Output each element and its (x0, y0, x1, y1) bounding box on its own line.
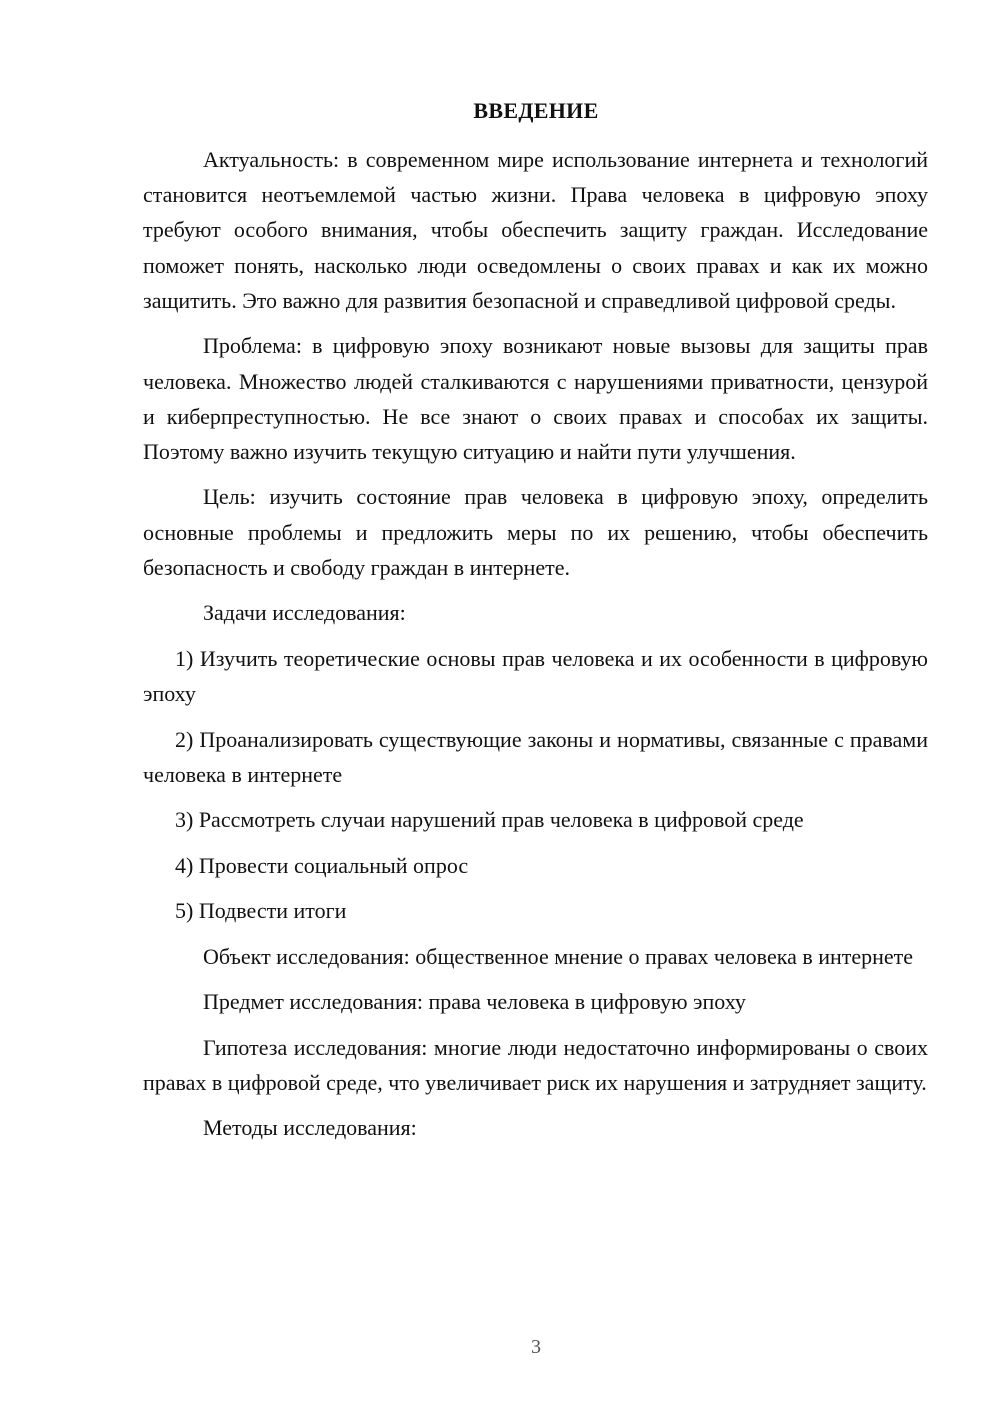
paragraph-goal: Цель: изучить состояние прав человека в цифровую эпоху, определить основные проблемы и предложить меры по их решению, чтобы обеспечить безопасность и свободу граждан в интернете. (143, 484, 928, 580)
page-number: 3 (531, 1336, 541, 1358)
paragraph-problem: Проблема: в цифровую эпоху возникают новые вызовы для защиты прав человека. Множество людей сталкиваются с нарушениями приватности, цензурой и киберпреступностью. Не все знают о своих правах и способах их защиты. Поэтому важно изучить текущую ситуацию и найти пути улучшения. (143, 333, 928, 464)
page-heading: ВВЕДЕНИЕ (473, 98, 599, 123)
paragraph-hypothesis: Гипотеза исследования: многие люди недостаточно информированы о своих правах в цифровой среде, что увеличивает риск их нарушения и затрудняет защиту. (143, 1034, 928, 1095)
paragraph-methods: Методы исследования: (203, 1115, 417, 1141)
task-item-5: 5) Подвести итоги (175, 898, 347, 924)
task-item-1: 1) Изучить теоретические основы прав человека и их особенности в цифровую эпоху (143, 645, 928, 707)
paragraph-object: Объект исследования: общественное мнение о правах человека в интернете (203, 943, 914, 969)
task-item-3: 3) Рассмотреть случаи нарушений прав человека в цифровой среде (175, 807, 804, 833)
paragraph-tasks-heading: Задачи исследования: (203, 600, 406, 626)
task-item-2: 2) Проанализировать существующие законы и нормативы, связанные с правами человека в интернете (143, 726, 928, 787)
document-body (143, 142, 928, 1156)
paragraph-subject: Предмет исследования: права человека в цифровую эпоху (203, 989, 746, 1015)
paragraph-relevance: Актуальность: в современном мире использование интернета и технологий становится неотъемлемой частью жизни. Права человека в цифровую эпоху требуют особого внимания, чтобы обеспечить защиту граждан. Исследование поможет понять, насколько люди осведомлены о своих правах и как их можно защитить. Это важно для развития безопасной и справедливой цифровой среды. (143, 147, 928, 313)
task-item-4: 4) Провести социальный опрос (175, 852, 469, 878)
